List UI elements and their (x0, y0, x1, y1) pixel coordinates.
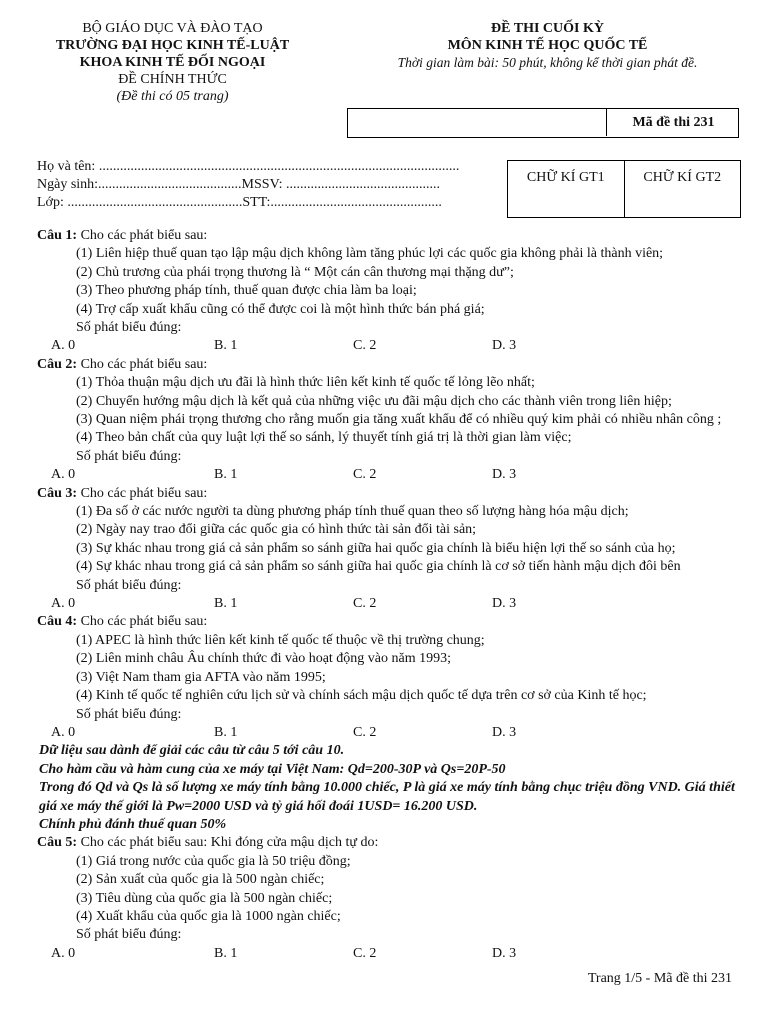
statement: (2) Ngày nay trao đổi giữa các quốc gia có hình thức tài sản đổi tài sản; (76, 522, 477, 538)
exam-title: ĐỀ THI CUỐI KỲ (491, 21, 604, 36)
exam-code-box (347, 108, 739, 138)
dob-line: Ngày sinh:.........................................MSSV: ............................................ (37, 177, 441, 192)
question-label: Câu 1: (37, 228, 78, 243)
statement: (1) APEC là hình thức liên kết kinh tế quốc tế thuộc về thị trường chung; (76, 632, 485, 648)
signature-table (507, 160, 741, 218)
class-line: Lớp: ..................................................STT:................................................. (37, 195, 442, 210)
statement: (3) Sự khác nhau trong giá cả sản phẩm so sánh giữa hai quốc gia chính là biểu hiện lợi thế so sánh của họ; (76, 540, 676, 556)
option-d[interactable]: D. 3 (492, 596, 517, 612)
statement: (2) Liên minh châu Âu chính thức đi vào hoạt động vào năm 1993; (76, 651, 452, 667)
university-name: TRƯỜNG ĐẠI HỌC KINH TẾ-LUẬT (55, 38, 290, 53)
statement: (3) Việt Nam tham gia AFTA vào năm 1995; (76, 669, 326, 685)
statement: (2) Sản xuất của quốc gia là 500 ngàn chiếc; (76, 872, 325, 888)
questions (37, 227, 747, 963)
option-d[interactable]: D. 3 (492, 945, 517, 961)
statement: (3) Quan niệm phái trọng thương cho rằng muốn gia tăng xuất khẩu để có nhiều quý kim phải có nhiều nhân công ; (76, 412, 722, 428)
ministry-name: BỘ GIÁO DỤC VÀ ĐÀO TẠO (82, 21, 263, 36)
statement: (1) Đa số ở các nước người ta dùng phương pháp tính thuế quan theo số lượng hàng hóa mậu dịch; (76, 504, 629, 520)
option-a[interactable]: A. 0 (51, 338, 76, 354)
option-b[interactable]: B. 1 (214, 338, 238, 354)
question-intro: Cho các phát biểu sau: (77, 228, 208, 243)
question-4-header (37, 613, 747, 631)
option-d[interactable]: D. 3 (492, 338, 517, 354)
question-label: Câu 3: (37, 485, 78, 501)
option-a[interactable]: A. 0 (51, 467, 76, 483)
data-note-line: Cho hàm cầu và hàm cung của xe máy tại Việt Nam: Qd=200-30P và Qs=20P-50 (39, 761, 506, 777)
official-label: ĐỀ CHÍNH THỨC (118, 72, 227, 87)
name-line: Họ và tên: ....................................................................................................... (37, 159, 460, 174)
answer-options (37, 595, 747, 613)
institution-header (40, 20, 305, 105)
question-5-header (37, 834, 747, 852)
question-prompt: Số phát biểu đúng: (76, 706, 182, 722)
question-intro: Cho các phát biểu sau: (77, 356, 208, 372)
option-b[interactable]: B. 1 (214, 596, 238, 612)
student-info (37, 158, 497, 212)
option-d[interactable]: D. 3 (492, 724, 517, 740)
answer-options (37, 466, 747, 484)
option-c[interactable]: C. 2 (353, 467, 377, 483)
option-b[interactable]: B. 1 (214, 724, 238, 740)
data-note-line: Trong đó Qd và Qs là số lượng xe máy tính bằng 10.000 chiếc, P là giá xe máy tính bằng chục triệu đồng VND. Giá thiết giá xe máy thế giới là Pw=2000 USD và tỷ giá hối đoái 1USD= 16.200 USD. (39, 780, 735, 814)
option-a[interactable]: A. 0 (51, 596, 76, 612)
question-intro: Cho các phát biểu sau: (77, 614, 208, 630)
statement: (4) Theo bản chất của quy luật lợi thế so sánh, lý thuyết tính giá trị là thời gian làm việc; (76, 430, 572, 446)
question-label: Câu 2: (37, 356, 78, 372)
question-label: Câu 5: (37, 835, 78, 851)
option-b[interactable]: B. 1 (214, 467, 238, 483)
option-c[interactable]: C. 2 (353, 945, 377, 961)
question-prompt: Số phát biểu đúng: (76, 320, 182, 336)
time-note: Thời gian làm bài: 50 phút, không kể thời gian phát đề. (397, 55, 698, 70)
option-a[interactable]: A. 0 (51, 945, 76, 961)
pages-note: (Đề thi có 05 trang) (116, 89, 229, 104)
answer-options (37, 337, 747, 355)
question-2-header (37, 356, 747, 374)
statement: (3) Tiêu dùng của quốc gia là 500 ngàn chiếc; (76, 890, 333, 906)
question-intro: Cho các phát biểu sau: Khi đóng cửa mậu dịch tự do: (77, 835, 379, 851)
option-b[interactable]: B. 1 (214, 945, 238, 961)
statement: (3) Theo phương pháp tính, thuế quan được chia làm ba loại; (76, 283, 417, 299)
signature-gt2: CHỮ KÍ GT2 (624, 161, 741, 217)
option-c[interactable]: C. 2 (353, 596, 377, 612)
faculty-name: KHOA KINH TẾ ĐỐI NGOẠI (79, 55, 266, 70)
option-c[interactable]: C. 2 (353, 338, 377, 354)
question-1-header (37, 227, 747, 245)
answer-options (37, 724, 747, 742)
statement: (1) Liên hiệp thuế quan tạo lập mậu dịch không làm tăng phúc lợi các quốc gia không phải là thành viên; (76, 246, 664, 262)
question-prompt: Số phát biểu đúng: (76, 927, 182, 943)
question-intro: Cho các phát biểu sau: (77, 485, 208, 501)
data-note-line: Dữ liệu sau dành để giải các câu từ câu 5 tới câu 10. (39, 743, 345, 759)
subject-title: MÔN KINH TẾ HỌC QUỐC TẾ (447, 38, 648, 53)
question-label: Câu 4: (37, 614, 78, 630)
question-3-header (37, 485, 747, 503)
signature-gt1: CHỮ KÍ GT1 (526, 170, 605, 185)
exam-code: Mã đề thi 231 (606, 109, 740, 136)
data-note-line: Chính phủ đánh thuế quan 50% (39, 816, 227, 832)
statement: (2) Chuyển hướng mậu dịch là kết quả của những việc ưu đãi mậu dịch cho các thành viên trong liên hiệp; (76, 393, 672, 409)
option-a[interactable]: A. 0 (51, 724, 76, 740)
statement: (4) Xuất khẩu của quốc gia là 1000 ngàn chiếc; (76, 908, 341, 924)
statement: (2) Chủ trương của phái trọng thương là “ Một cán cân thương mại thặng dư”; (76, 264, 514, 280)
data-note (37, 742, 747, 834)
page-footer: Trang 1/5 - Mã đề thi 231 (587, 971, 732, 986)
statement: (1) Thỏa thuận mậu dịch ưu đãi là hình thức liên kết kinh tế quốc tế lỏng lẽo nhất; (76, 375, 535, 391)
statement: (4) Kinh tế quốc tế nghiên cứu lịch sử và chính sách mậu dịch quốc tế dựa trên cơ sở của Kinh tế học; (76, 688, 647, 704)
statement: (1) Giá trong nước của quốc gia là 50 triệu đồng; (76, 853, 351, 869)
option-c[interactable]: C. 2 (353, 724, 377, 740)
exam-header (355, 20, 740, 71)
statement: (4) Trợ cấp xuất khẩu cũng có thể được coi là một hình thức bán phá giá; (76, 301, 485, 317)
answer-options (37, 945, 747, 963)
question-prompt: Số phát biểu đúng: (76, 577, 182, 593)
question-prompt: Số phát biểu đúng: (76, 448, 182, 464)
statement: (4) Sự khác nhau trong giá cả sản phẩm so sánh giữa hai quốc gia chính là cơ sở tiến hành mậu dịch đôi bên (76, 559, 681, 575)
option-d[interactable]: D. 3 (492, 467, 517, 483)
